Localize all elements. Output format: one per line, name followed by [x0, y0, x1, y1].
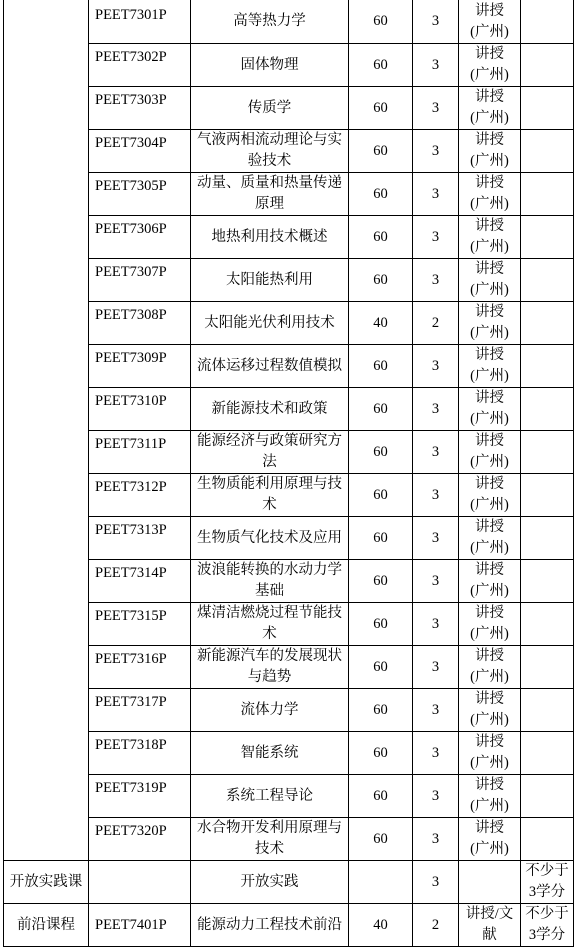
course-note [521, 646, 574, 689]
course-credits: 3 [413, 130, 459, 173]
practice-credits: 3 [413, 861, 459, 904]
course-code: PEET7307P [89, 259, 191, 302]
course-mode: 讲授 (广州) [459, 646, 521, 689]
course-credits: 3 [413, 216, 459, 259]
course-credits: 3 [413, 689, 459, 732]
course-hours: 60 [349, 130, 413, 173]
course-mode: 讲授 (广州) [459, 603, 521, 646]
course-note [521, 87, 574, 130]
course-hours: 60 [349, 560, 413, 603]
course-mode: 讲授 (广州) [459, 431, 521, 474]
course-hours: 60 [349, 259, 413, 302]
course-mode: 讲授 (广州) [459, 0, 521, 44]
course-hours: 40 [349, 302, 413, 345]
frontier-note: 不少于3学分 [521, 904, 574, 947]
course-row [4, 603, 574, 646]
course-name: 水合物开发利用原理与技术 [191, 818, 349, 861]
course-note [521, 302, 574, 345]
course-code: PEET7316P [89, 646, 191, 689]
course-hours: 60 [349, 87, 413, 130]
course-row [4, 302, 574, 345]
course-hours: 60 [349, 474, 413, 517]
course-name: 系统工程导论 [191, 775, 349, 818]
course-note [521, 216, 574, 259]
course-code: PEET7306P [89, 216, 191, 259]
course-code: PEET7304P [89, 130, 191, 173]
course-credits: 3 [413, 474, 459, 517]
course-row [4, 732, 574, 775]
course-code: PEET7318P [89, 732, 191, 775]
course-note [521, 44, 574, 87]
course-note [521, 732, 574, 775]
course-table [3, 0, 574, 947]
course-mode: 讲授 (广州) [459, 732, 521, 775]
course-credits: 3 [413, 388, 459, 431]
course-mode: 讲授 (广州) [459, 818, 521, 861]
course-note [521, 130, 574, 173]
course-credits: 3 [413, 560, 459, 603]
course-credits: 3 [413, 259, 459, 302]
course-name: 高等热力学 [191, 0, 349, 44]
course-code: PEET7315P [89, 603, 191, 646]
frontier-row [4, 904, 574, 947]
course-name: 流体运移过程数值模拟 [191, 345, 349, 388]
course-credits: 2 [413, 302, 459, 345]
practice-hours [349, 861, 413, 904]
course-name: 太阳能光伏利用技术 [191, 302, 349, 345]
course-mode: 讲授 (广州) [459, 302, 521, 345]
course-credits: 3 [413, 646, 459, 689]
course-hours: 60 [349, 646, 413, 689]
practice-note: 不少于3学分 [521, 861, 574, 904]
course-note [521, 775, 574, 818]
course-hours: 60 [349, 0, 413, 44]
course-name: 地热利用技术概述 [191, 216, 349, 259]
course-credits: 3 [413, 517, 459, 560]
course-hours: 60 [349, 173, 413, 216]
course-code: PEET7313P [89, 517, 191, 560]
course-name: 生物质能利用原理与技术 [191, 474, 349, 517]
course-credits: 3 [413, 431, 459, 474]
course-row [4, 388, 574, 431]
course-code: PEET7308P [89, 302, 191, 345]
course-code: PEET7305P [89, 173, 191, 216]
practice-category: 开放实践课 [4, 861, 89, 904]
course-note [521, 517, 574, 560]
course-note [521, 345, 574, 388]
course-code: PEET7310P [89, 388, 191, 431]
course-hours: 60 [349, 603, 413, 646]
course-hours: 60 [349, 345, 413, 388]
frontier-mode: 讲授/文献 [459, 904, 521, 947]
course-row [4, 0, 574, 44]
course-code: PEET7312P [89, 474, 191, 517]
course-credits: 3 [413, 603, 459, 646]
course-code: PEET7302P [89, 44, 191, 87]
course-mode: 讲授 (广州) [459, 474, 521, 517]
course-hours: 60 [349, 775, 413, 818]
frontier-credits: 2 [413, 904, 459, 947]
practice-mode [459, 861, 521, 904]
frontier-name: 能源动力工程技术前沿 [191, 904, 349, 947]
course-note [521, 689, 574, 732]
course-name: 生物质气化技术及应用 [191, 517, 349, 560]
course-name: 煤清洁燃烧过程节能技术 [191, 603, 349, 646]
course-hours: 60 [349, 44, 413, 87]
course-note [521, 560, 574, 603]
course-row [4, 216, 574, 259]
category-cell-continued [4, 0, 89, 861]
course-row [4, 560, 574, 603]
practice-code [89, 861, 191, 904]
course-hours: 60 [349, 689, 413, 732]
frontier-hours: 40 [349, 904, 413, 947]
course-mode: 讲授 (广州) [459, 517, 521, 560]
course-code: PEET7309P [89, 345, 191, 388]
practice-name: 开放实践 [191, 861, 349, 904]
course-name: 能源经济与政策研究方法 [191, 431, 349, 474]
course-name: 新能源汽车的发展现状与趋势 [191, 646, 349, 689]
course-credits: 3 [413, 775, 459, 818]
course-mode: 讲授 (广州) [459, 560, 521, 603]
course-name: 太阳能热利用 [191, 259, 349, 302]
course-name: 智能系统 [191, 732, 349, 775]
course-name: 波浪能转换的水动力学基础 [191, 560, 349, 603]
course-name: 传质学 [191, 87, 349, 130]
course-row [4, 818, 574, 861]
course-name: 新能源技术和政策 [191, 388, 349, 431]
course-mode: 讲授 (广州) [459, 216, 521, 259]
course-mode: 讲授 (广州) [459, 259, 521, 302]
course-row [4, 517, 574, 560]
course-code: PEET7320P [89, 818, 191, 861]
course-note [521, 0, 574, 44]
course-hours: 60 [349, 431, 413, 474]
course-credits: 3 [413, 173, 459, 216]
course-mode: 讲授 (广州) [459, 388, 521, 431]
course-mode: 讲授 (广州) [459, 173, 521, 216]
course-note [521, 173, 574, 216]
course-row [4, 345, 574, 388]
course-mode: 讲授 (广州) [459, 689, 521, 732]
course-credits: 3 [413, 0, 459, 44]
course-row [4, 689, 574, 732]
course-row [4, 44, 574, 87]
practice-row [4, 861, 574, 904]
course-row [4, 474, 574, 517]
course-code: PEET7319P [89, 775, 191, 818]
course-row [4, 431, 574, 474]
course-note [521, 259, 574, 302]
course-hours: 60 [349, 732, 413, 775]
course-note [521, 431, 574, 474]
frontier-code: PEET7401P [89, 904, 191, 947]
course-name: 流体力学 [191, 689, 349, 732]
course-name: 气液两相流动理论与实验技术 [191, 130, 349, 173]
frontier-category: 前沿课程 [4, 904, 89, 947]
course-code: PEET7301P [89, 0, 191, 44]
course-mode: 讲授 (广州) [459, 130, 521, 173]
course-code: PEET7311P [89, 431, 191, 474]
course-hours: 60 [349, 216, 413, 259]
course-note [521, 388, 574, 431]
course-credits: 3 [413, 44, 459, 87]
course-mode: 讲授 (广州) [459, 87, 521, 130]
course-name: 固体物理 [191, 44, 349, 87]
course-row [4, 173, 574, 216]
course-credits: 3 [413, 345, 459, 388]
course-mode: 讲授 (广州) [459, 44, 521, 87]
course-mode: 讲授 (广州) [459, 775, 521, 818]
course-credits: 3 [413, 732, 459, 775]
course-name: 动量、质量和热量传递原理 [191, 173, 349, 216]
course-mode: 讲授 (广州) [459, 345, 521, 388]
course-hours: 60 [349, 818, 413, 861]
course-row [4, 646, 574, 689]
course-row [4, 87, 574, 130]
course-note [521, 603, 574, 646]
course-code: PEET7303P [89, 87, 191, 130]
course-code: PEET7314P [89, 560, 191, 603]
course-note [521, 474, 574, 517]
course-row [4, 259, 574, 302]
course-credits: 3 [413, 818, 459, 861]
course-code: PEET7317P [89, 689, 191, 732]
course-row [4, 775, 574, 818]
course-row [4, 130, 574, 173]
course-hours: 60 [349, 388, 413, 431]
course-hours: 60 [349, 517, 413, 560]
course-credits: 3 [413, 87, 459, 130]
course-note [521, 818, 574, 861]
